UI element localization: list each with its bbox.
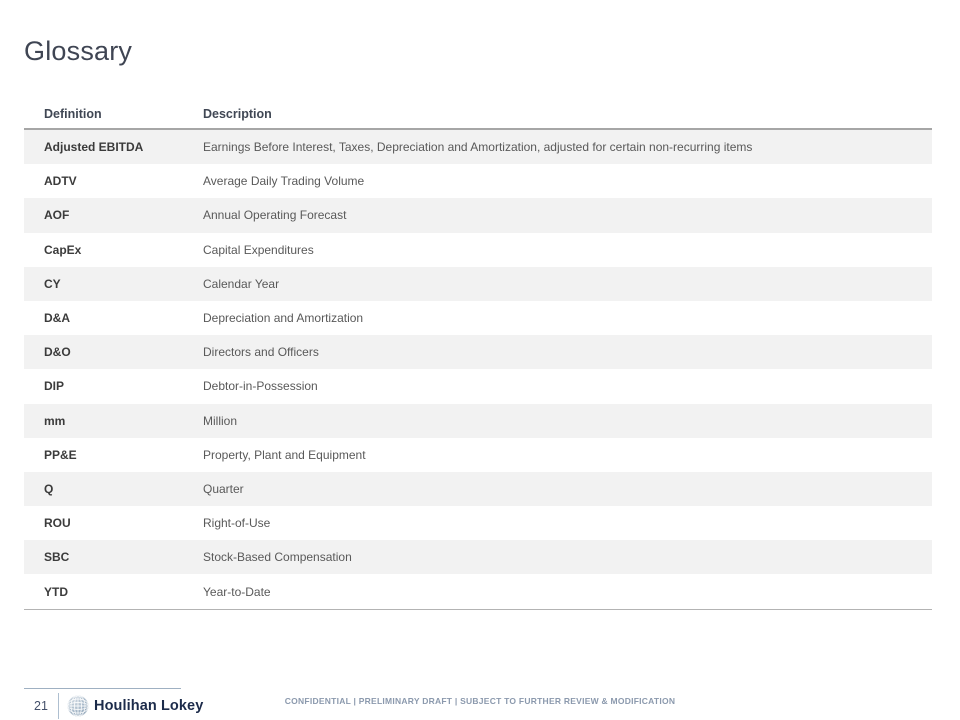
table-row <box>24 472 932 506</box>
term-cell: Adjusted EBITDA <box>44 140 144 155</box>
table-row <box>24 540 932 574</box>
table-body <box>24 130 932 610</box>
description-cell: Directors and Officers <box>203 345 319 360</box>
logo-text: Houlihan Lokey <box>94 697 204 714</box>
term-cell: Q <box>44 481 54 496</box>
column-header-definition: Definition <box>44 107 102 121</box>
term-cell: CapEx <box>44 242 82 257</box>
term-cell: PP&E <box>44 447 77 462</box>
table-row <box>24 404 932 438</box>
footer-divider-line <box>24 688 181 689</box>
table-row <box>24 267 932 301</box>
term-cell: DIP <box>44 379 65 394</box>
table-header-row <box>24 100 932 130</box>
description-cell: Depreciation and Amortization <box>203 311 364 326</box>
glossary-table <box>24 100 932 610</box>
table-row <box>24 335 932 369</box>
term-cell: D&A <box>44 311 70 326</box>
description-cell: Million <box>203 413 238 428</box>
description-cell: Debtor-in-Possession <box>203 379 318 394</box>
term-cell: D&O <box>44 345 71 360</box>
description-cell: Calendar Year <box>203 276 280 291</box>
term-cell: ADTV <box>44 174 77 189</box>
description-cell: Annual Operating Forecast <box>203 208 347 223</box>
page-title: Glossary <box>24 36 133 66</box>
table-row <box>24 130 932 164</box>
term-cell: ROU <box>44 516 71 531</box>
description-cell: Capital Expenditures <box>203 242 314 257</box>
table-row <box>24 369 932 403</box>
description-cell: Year-to-Date <box>203 584 271 599</box>
term-cell: AOF <box>44 208 70 223</box>
table-row <box>24 164 932 198</box>
confidential-banner: CONFIDENTIAL | PRELIMINARY DRAFT | SUBJECT TO FURTHER REVIEW & MODIFICATION <box>284 696 676 706</box>
table-row <box>24 574 932 608</box>
term-cell: YTD <box>44 584 68 599</box>
table-row <box>24 198 932 232</box>
term-cell: SBC <box>44 550 70 565</box>
page-number: 21 <box>34 698 48 713</box>
description-cell: Average Daily Trading Volume <box>203 174 365 189</box>
description-cell: Quarter <box>203 481 244 496</box>
table-row <box>24 438 932 472</box>
table-row <box>24 233 932 267</box>
term-cell: CY <box>44 276 61 291</box>
description-cell: Right-of-Use <box>203 516 271 531</box>
term-cell: mm <box>44 413 66 428</box>
description-cell: Earnings Before Interest, Taxes, Depreciation and Amortization, adjusted for certain non-recurring items <box>203 140 753 155</box>
description-cell: Property, Plant and Equipment <box>203 447 366 462</box>
column-header-description: Description <box>203 107 272 121</box>
table-row <box>24 301 932 335</box>
description-cell: Stock-Based Compensation <box>203 550 352 565</box>
table-row <box>24 506 932 540</box>
